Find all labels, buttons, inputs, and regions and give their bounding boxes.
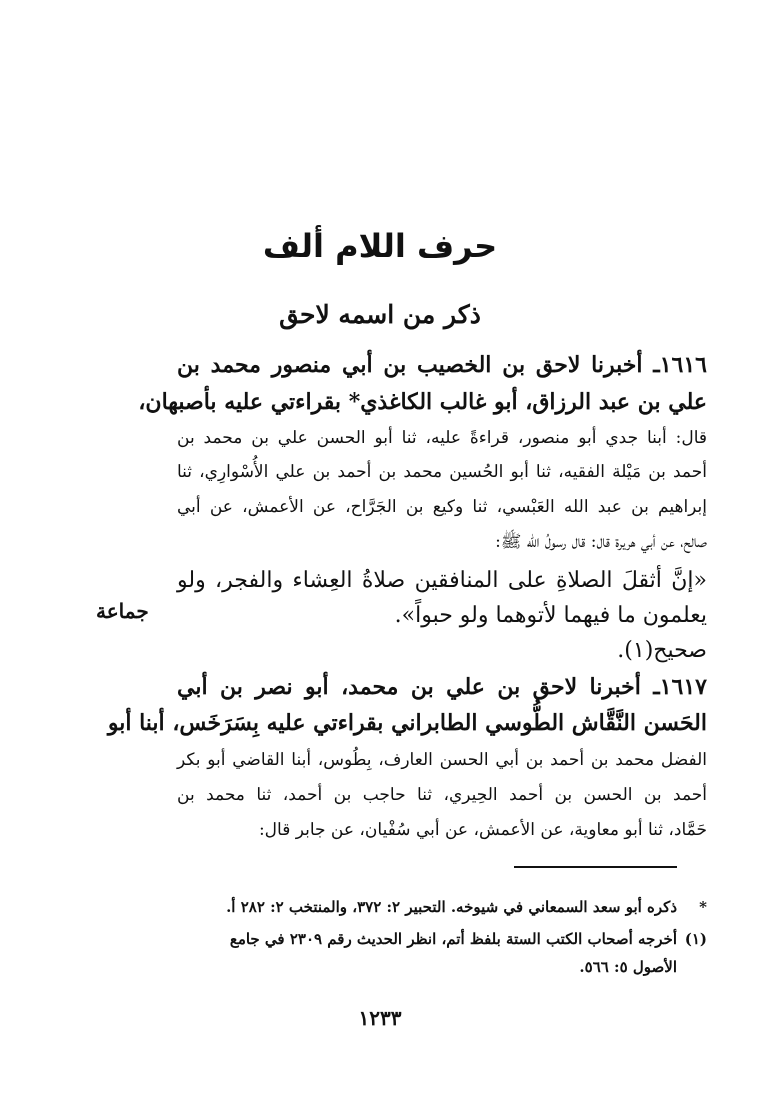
entry-1616-line-6: صالح، عن أبي هريرة قال: قال رسولُ الله ﷺ: xyxy=(495,532,707,552)
entry-1617-line-4: أحمد بن الحسن بن أحمد الحِيري، ثنا حاجب بن أحمد، ثنا محمد بن xyxy=(177,785,707,805)
margin-note: جماعة xyxy=(96,599,149,623)
entry-1617-line-5: حَمَّاد، ثنا أبو معاوية، عن الأعمش، عن أبي سُفْيان، عن جابر قال: xyxy=(258,820,707,840)
hadith-grade: صحيح(١). xyxy=(617,638,707,663)
footnote-1-mark: (١) xyxy=(684,930,707,948)
hadith-text-line-1: «إنَّ أثقلَ الصلاةِ على المنافقين صلاةُ العِشاء والفجر، ولو xyxy=(177,568,707,593)
entry-1616-line-1: ١٦١٦ـ أخبرنا لاحق بن الخصيب بن أبي منصور محمد بن xyxy=(177,352,707,378)
section-title: ذكر من اسمه لاحق xyxy=(279,300,481,329)
hadith-text-line-2: يعلمون ما فيهما لأتوهما ولو حبواً». xyxy=(394,603,707,628)
entry-1616-line-3: قال: أبنا جدي أبو منصور، قراءةً عليه، ثنا أبو الحسن علي بن محمد بن xyxy=(177,428,707,448)
entry-1616-line-4: أحمد بن مَيْلة الفقيه، ثنا أبو الحُسين محمد بن أحمد بن علي الأُسْوارِي، ثنا xyxy=(177,462,707,482)
page-number: ١٢٣٣ xyxy=(358,1006,402,1030)
footnote-1-text-line-2: الأصول ٥: ٥٦٦. xyxy=(579,958,677,976)
footnote-separator xyxy=(514,866,677,868)
entry-1617-line-3: الفضل محمد بن أحمد بن أبي الحسن العارف، بِطُوس، أبنا القاضي أبو بكر xyxy=(177,750,707,770)
footnote-star-text: ذكره أبو سعد السمعاني في شيوخه. التحبير ٢: ٣٧٢، والمنتخب ٢: ٢٨٢ أ. xyxy=(226,898,677,916)
entry-1617-line-1: ١٦١٧ـ أخبرنا لاحق بن علي بن محمد، أبو نصر بن أبي xyxy=(177,674,707,700)
entry-1616-line-2: علي بن عبد الرزاق، أبو غالب الكاغذي* بقراءتي عليه بأصبهان، xyxy=(138,389,707,415)
entry-1616-line-5: إبراهيم بن عبد الله العَبْسي، ثنا وكيع بن الجَرَّاح، عن الأعمش، عن أبي xyxy=(177,497,707,517)
footnote-star-mark: * xyxy=(699,898,707,916)
chapter-title: حرف اللام ألف xyxy=(262,227,498,265)
entry-1617-line-2: الحَسن النَّقَّاش الطُّوسي الطابراني بقراءتي عليه بِسَرَخَس، أبنا أبو xyxy=(107,710,707,736)
footnote-1-text-line-1: أخرجه أصحاب الكتب الستة بلفظ أتم، انظر الحديث رقم ٢٣٠٩ في جامع xyxy=(229,930,677,948)
